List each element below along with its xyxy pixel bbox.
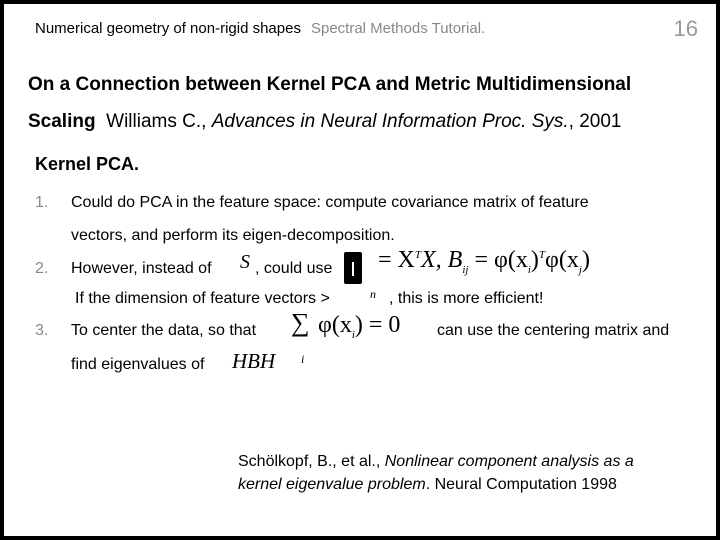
item3-line2: find eigenvalues of (71, 356, 205, 373)
reference-title-part1: Nonlinear component analysis as a (384, 453, 634, 470)
paper-year: , 2001 (568, 111, 622, 132)
math-equation-B: = $X^TX$, $B_{ij} = \varphi(x_i)^T\varphi(x_j)$ (378, 247, 590, 276)
reference-citation (238, 450, 634, 496)
item3-line1a: To center the data, so that (71, 322, 257, 339)
slide (4, 4, 716, 536)
paper-title-line1: On a Connection between Kernel PCA and Metric Multidimensional (28, 74, 632, 95)
item-number-1: 1. (35, 194, 49, 211)
math-HBH: HBH (232, 349, 276, 373)
item2-line1b: , could use (255, 260, 333, 277)
paper-authors: Williams C., (106, 111, 212, 132)
item1-line1: Could do PCA in the feature space: compute covariance matrix of feature (71, 194, 589, 211)
item-number-3: 3. (35, 322, 49, 339)
item-number-2: 2. (35, 260, 49, 277)
paper-venue: Advances in Neural Information Proc. Sys. (211, 111, 569, 132)
section-heading: Kernel PCA. (35, 154, 140, 174)
item2-line2b: , this is more efficient! (389, 290, 544, 307)
title-scaling: Scaling (28, 111, 96, 132)
math-sum-index: i (301, 352, 305, 366)
reference-title-part2: kernel eigenvalue problem (238, 476, 426, 493)
text-cursor-icon (344, 252, 362, 284)
item2-line2a: If the dimension of feature vectors > (75, 290, 330, 307)
slide-header (35, 20, 485, 37)
item1-line2: vectors, and perform its eigen-decomposition. (71, 227, 395, 244)
reference-authors: Schölkopf, B., et al., (238, 453, 385, 470)
tutorial-subtitle: Spectral Methods Tutorial. (310, 20, 486, 37)
reference-venue: . Neural Computation 1998 (425, 476, 617, 493)
item2-line1a: However, instead of (71, 260, 212, 277)
item3-line1b: can use the centering matrix and (437, 322, 670, 339)
math-centering-eq: $\varphi(x_i) = 0$ (318, 312, 401, 341)
page-number: 16 (673, 16, 698, 41)
math-sum-symbol: ∑ (291, 308, 310, 337)
course-title: Numerical geometry of non-rigid shapes (35, 20, 301, 37)
math-S: S (240, 251, 250, 273)
paper-title-line2 (28, 111, 621, 133)
math-n: n (370, 287, 376, 301)
